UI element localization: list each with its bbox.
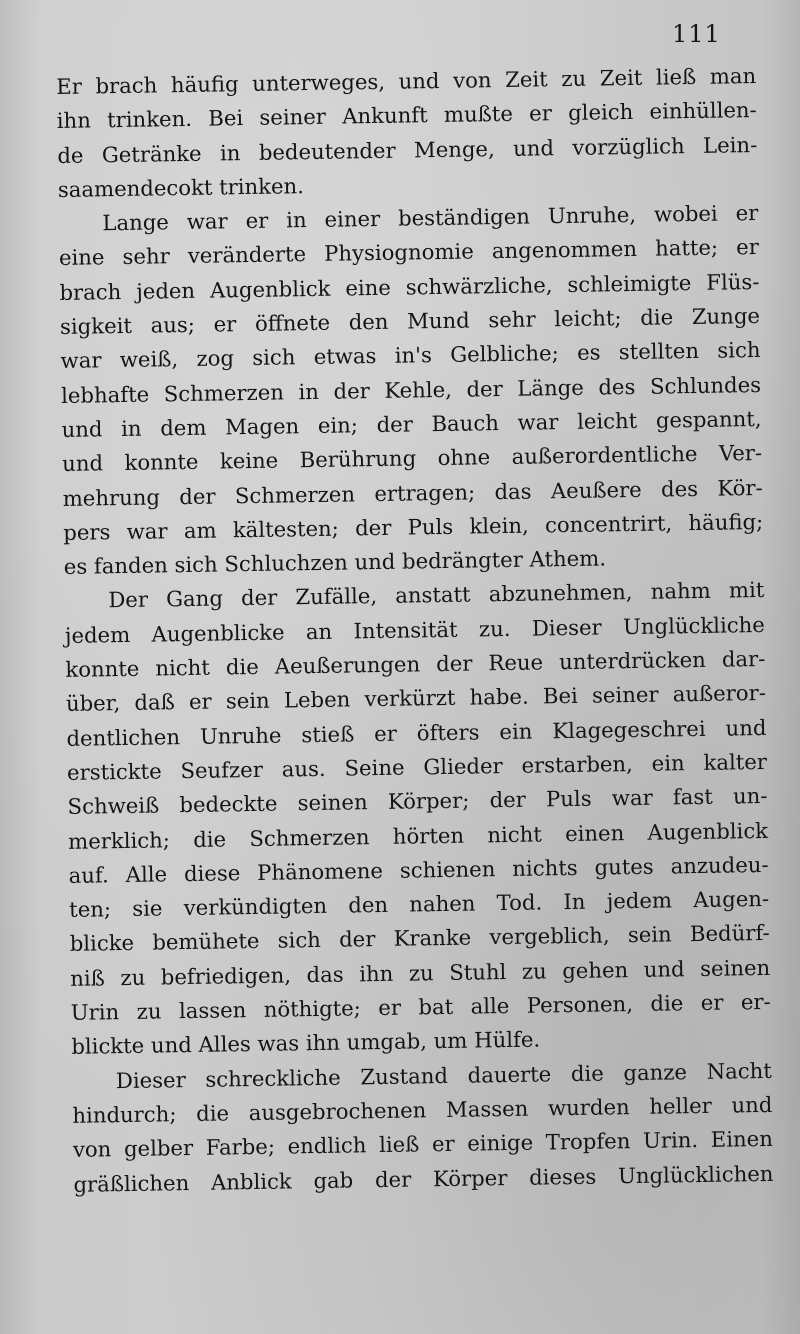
text-line: Der Gang der Zufälle, anstatt abzunehmen, nahm mit bbox=[108, 577, 765, 613]
text-line: mehrung der Schmerzen ertragen; das Aeußere des Kör- bbox=[62, 474, 763, 511]
text-line: und konnte keine Berührung ohne außerordentliche Ver- bbox=[61, 440, 763, 477]
text-line: niß zu befriedigen, das ihn zu Stuhl zu gehen und seinen bbox=[70, 954, 771, 991]
text-line: und in dem Magen ein; der Bauch war leicht gespannt, bbox=[61, 405, 762, 442]
text-line: dentlichen Unruhe stieß er öfters ein Klagegeschrei und bbox=[66, 714, 767, 751]
text-line: Lange war er in einer beständigen Unruhe, wobei er bbox=[102, 200, 759, 236]
text-line: ten; sie verkündigten den nahen Tod. In jedem Augen- bbox=[68, 886, 770, 923]
body-text bbox=[56, 59, 774, 1202]
text-line: de Getränke in bedeutender Menge, und vorzüglich Lein- bbox=[57, 131, 758, 168]
text-line: über, daß er sein Leben verkürzt habe. Bei seiner außeror- bbox=[65, 680, 767, 717]
text-line: brach jeden Augenblick eine schwärzliche, schleimigte Flüs- bbox=[59, 268, 760, 305]
text-line: saamendecokt trinken. bbox=[57, 173, 305, 202]
page-number: 111 bbox=[672, 20, 721, 48]
text-line: blickte und Alles was ihn umgab, um Hülfe. bbox=[71, 1026, 541, 1060]
text-line: Schweiß bedeckte seinen Körper; der Puls war fast un- bbox=[67, 783, 768, 820]
text-line: war weiß, zog sich etwas in's Gelbliche; es stellten sich bbox=[60, 337, 761, 374]
text-line: Dieser schreckliche Zustand dauerte die ganze Nacht bbox=[115, 1057, 772, 1093]
text-line: jedem Augenblicke an Intensität zu. Dieser Unglückliche bbox=[64, 611, 765, 648]
paragraph bbox=[56, 59, 758, 207]
text-line: auf. Alle diese Phänomene schienen nichts gutes anzudeu- bbox=[68, 851, 769, 888]
text-line: eine sehr veränderte Physiognomie angenommen hatte; er bbox=[58, 234, 760, 271]
text-line: von gelber Farbe; endlich ließ er einige Tropfen Urin. Einen bbox=[72, 1126, 774, 1163]
text-line: pers war am kältesten; der Puls klein, concentrirt, häufig; bbox=[63, 508, 764, 545]
text-line: ihn trinken. Bei seiner Ankunft mußte er gleich einhüllen- bbox=[56, 97, 757, 134]
paragraph bbox=[58, 196, 764, 584]
text-line: lebhafte Schmerzen in der Kehle, der Länge des Schlundes bbox=[60, 371, 762, 408]
paragraph bbox=[64, 573, 771, 1064]
text-line: blicke bemühete sich der Kranke vergeblich, sein Bedürf- bbox=[69, 920, 770, 957]
text-line: Urin zu lassen nöthigte; er bat alle Personen, die er er- bbox=[70, 988, 771, 1025]
text-line: erstickte Seufzer aus. Seine Glieder erstarben, ein kalter bbox=[66, 748, 768, 785]
paragraph bbox=[72, 1053, 774, 1201]
text-line: gräßlichen Anblick gab der Körper dieses Unglücklichen bbox=[73, 1160, 774, 1197]
text-line: es fanden sich Schluchzen und bedrängter Athem. bbox=[63, 545, 607, 580]
text-line: konnte nicht die Aeußerungen der Reue unterdrücken dar- bbox=[65, 645, 766, 682]
text-line: hindurch; die ausgebrochenen Massen wurden heller und bbox=[72, 1091, 773, 1128]
text-line: merklich; die Schmerzen hörten nicht einen Augenblick bbox=[67, 817, 769, 854]
text-line: Er brach häufig unterweges, und von Zeit zu Zeit ließ man bbox=[56, 63, 757, 99]
text-line: sigkeit aus; er öffnete den Mund sehr leicht; die Zunge bbox=[59, 303, 761, 340]
